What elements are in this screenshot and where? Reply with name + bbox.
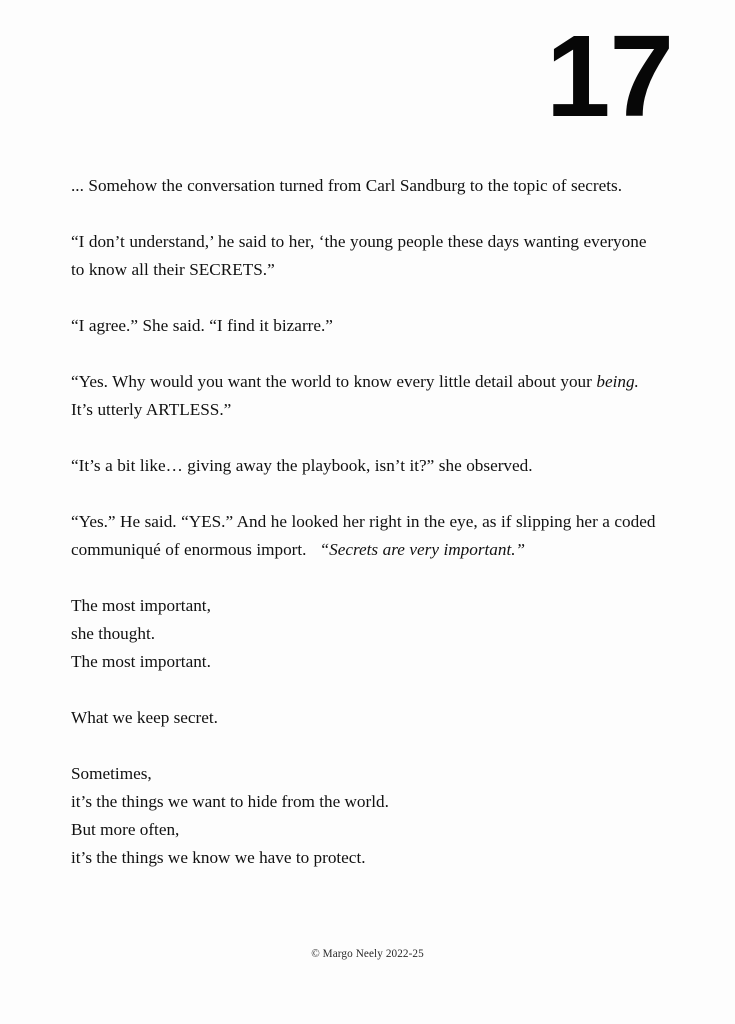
paragraph-2 [71,228,661,284]
paragraph-2-text: “I don’t understand,’ he said to her, ‘the young people these days wanting everyone to know all their SECRETS.” [71,232,647,279]
paragraph-1-text: ... Somehow the conversation turned from Carl Sandburg to the topic of secrets. [71,176,623,195]
stanza-1-line-3: The most important. [71,652,211,671]
stanza-3 [71,760,661,872]
page-number: 17 [545,11,673,141]
stanza-2 [71,704,661,732]
paragraph-5 [71,452,661,480]
paragraph-1 [71,172,661,200]
stanza-1 [71,592,661,676]
paragraph-3 [71,312,661,340]
stanza-2-line-1: What we keep secret. [71,708,218,727]
stanza-3-line-1: Sometimes, [71,764,152,783]
paragraph-4-tail: It’s utterly ARTLESS.” [71,400,232,419]
stanza-1-line-1: The most important, [71,596,211,615]
stanza-1-line-2: she thought. [71,624,156,643]
paragraph-4 [71,368,661,424]
paragraph-6-lead: “Yes.” He said. “YES.” And he looked her right in the eye, as if slipping her a coded communiqué of enormous import. [71,512,656,559]
paragraph-4-italic-being: being. [596,372,639,391]
paragraph-4-lead: “Yes. Why would you want the world to know every little detail about your [71,372,597,391]
paragraph-3-text: “I agree.” She said. “I find it bizarre.” [71,316,333,335]
stanza-3-line-3: But more often, [71,820,180,839]
stanza-3-line-4: it’s the things we know we have to protect. [71,848,366,867]
body-text-column [71,172,661,900]
paragraph-6 [71,508,661,564]
paragraph-5-text: “It’s a bit like… giving away the playbook, isn’t it?” she observed. [71,456,533,475]
footer-copyright: © Margo Neely 2022-25 [311,948,424,960]
stanza-3-line-2: it’s the things we want to hide from the world. [71,792,389,811]
paragraph-6-italic-quote: “Secrets are very important.” [319,540,526,559]
